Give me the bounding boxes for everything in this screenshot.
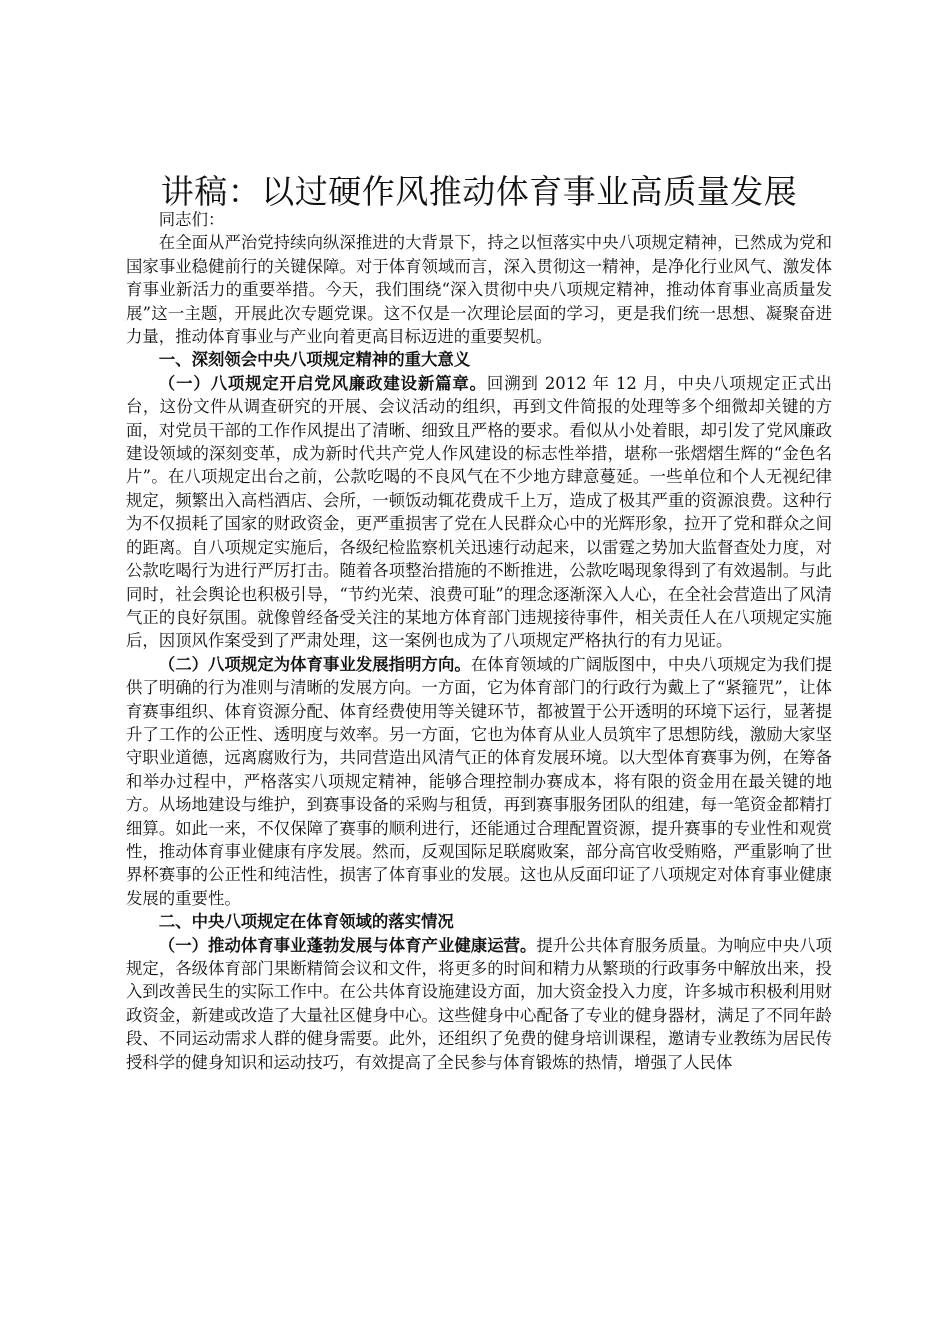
paragraph-lead: （一）推动体育事业蓬勃发展与体育产业健康运营。 xyxy=(158,935,537,955)
section-2-heading: 二、中央八项规定在体育领域的落实情况 xyxy=(158,912,454,932)
section-1-paragraph-2 xyxy=(126,653,832,910)
paragraph-body: 回溯到 2012 年 12 月，中央八项规定正式出台，这份文件从调查研究的开展、会议活动的组织，再到文件简报的处理等多个细微却关键的方面，对党员干部的工作作风提出了清晰、细致且严格的要求。看似从小处着眼，却引发了党风廉政建设领域的深刻变革，成为新时代共产党人作风建设的标志性举措，堪称一张熠熠生辉的“金色名片”。在八项规定出台之前，公款吃喝的不良风气在不少地方肆意蔓延。一些单位和个人无视纪律规定，频繁出入高档酒店、会所，一顿饭动辄花费成千上万，造成了极其严重的资源浪费。这种行为不仅损耗了国家的财政资金，更严重损害了党在人民群众心中的光辉形象，拉开了党和群众之间的距离。自八项规定实施后，各级纪检监察机关迅速行动起来，以雷霆之势加大监督查处力度，对公款吃喝行为进行严厉打击。随着各项整治措施的不断推进，公款吃喝现象得到了有效遏制。与此同时，社会舆论也积极引导，“节约光荣、浪费可耻”的理念逐渐深入人心，在全社会营造出了风清气正的良好氛围。就像曾经备受关注的某地方体育部门违规接待事件，相关责任人在八项规定实施后，因顶风作案受到了严肃处理，这一案例也成为了八项规定严格执行的有力见证。 xyxy=(126,373,833,651)
intro-paragraph: 在全面从严治党持续向纵深推进的大背景下，持之以恒落实中央八项规定精神，已然成为党和国家事业稳健前行的关键保障。对于体育领域而言，深入贯彻这一精神，是净化行业风气、激发体育事业新活力的重要举措。今天，我们围绕“深入贯彻中央八项规定精神，推动体育事业高质量发展”这一主题，开展此次专题党课。这不仅是一次理论层面的学习，更是我们统一思想、凝聚奋进力量，推动体育事业与产业向着更高目标迈进的重要契机。 xyxy=(126,233,832,347)
paragraph-lead: （一）八项规定开启党风廉政建设新篇章。 xyxy=(158,373,487,393)
paragraph-body: 提升公共体育服务质量。为响应中央八项规定，各级体育部门果断精简会议和文件，将更多的时间和精力从繁琐的行政事务中解放出来，投入到改善民生的实际工作中。在公共体育设施建设方面，加大资金投入力度，许多城市积极利用财政资金，新建或改造了大量社区健身中心。这些健身中心配备了专业的健身器材，满足了不同年龄段、不同运动需求人群的健身需要。此外，还组织了免费的健身培训课程，邀请专业教练为居民传授科学的健身知识和运动技巧，有效提高了全民参与体育锻炼的热情，增强了人民体 xyxy=(126,935,833,1072)
section-1-heading: 一、深刻领会中央八项规定精神的重大意义 xyxy=(158,350,471,370)
section-2-paragraph-1 xyxy=(126,934,832,1074)
section-1-paragraph-1 xyxy=(126,372,832,653)
document-title: 讲稿：以过硬作风推动体育事业高质量发展 xyxy=(160,172,798,211)
salutation: 同志们： xyxy=(158,210,225,229)
paragraph-body: 在体育领域的广阔版图中，中央八项规定为我们提供了明确的行为准则与清晰的发展方向。一方面，它为体育部门的行政行为戴上了“紧箍咒”，让体育赛事组织、体育资源分配、体育经费使用等关键环节，都被置于公开透明的环境下运行，显著提升了工作的公正性、透明度与效率。另一方面，它也为体育从业人员筑牢了思想防线，激励大家坚守职业道德，远离腐败行为，共同营造出风清气正的体育发展环境。以大型体育赛事为例，在筹备和举办过程中，严格落实八项规定精神，能够合理控制办赛成本，将有限的资金用在最关键的地方。从场地建设与维护，到赛事设备的采购与租赁，再到赛事服务团队的组建，每一笔资金都精打细算。如此一来，不仅保障了赛事的顺利进行，还能通过合理配置资源，提升赛事的专业性和观赏性，推动体育事业健康有序发展。然而，反观国际足联腐败案，部分高官收受贿赂，严重影响了世界杯赛事的公正性和纯洁性，损害了体育事业的发展。这也从反面印证了八项规定对体育事业健康发展的重要性。 xyxy=(126,654,833,908)
paragraph-lead: （二）八项规定为体育事业发展指明方向。 xyxy=(158,654,471,674)
